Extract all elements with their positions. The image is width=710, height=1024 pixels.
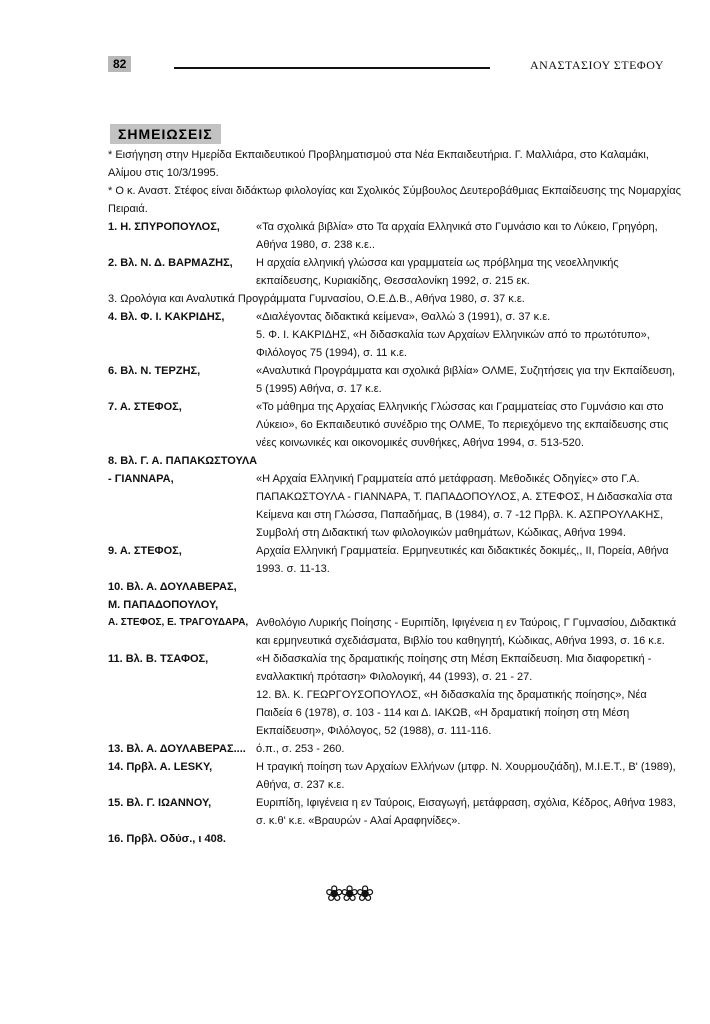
note-author: 15. Βλ. Γ. ΙΩΑΝΝΟΥ, [108, 797, 212, 809]
note-text: Ανθολόγιο Λυρικής Ποίησης - Ευριπίδη, Ιφιγένεια η εν Ταύροις, Γ Γυμνασίου, Διδακτικά και ερμηνευτικά σχεδιάσματα, Βιβλίο του καθηγητή, Κώδικας, Αθήνα 1993, σ. 16 κ.ε. [256, 617, 677, 647]
notes-list [108, 218, 684, 848]
note-text: «Διαλέγοντας διδακτικά κείμενα», Θαλλώ 3 (1991), σ. 37 κ.ε. [256, 311, 551, 323]
note-text: Η τραγική ποίηση των Αρχαίων Ελλήνων (μτφρ. Ν. Χουρμουζιάδη), Μ.Ι.Ε.Τ., Β' (1989), Αθήνα, σ. 237 κ.ε. [256, 761, 676, 791]
note-item [108, 290, 684, 308]
note-author: 1. Η. ΣΠΥΡΟΠΟΥΛΟΣ, [108, 221, 220, 233]
note-item [108, 578, 684, 596]
note-item [108, 452, 684, 470]
note-item [108, 542, 684, 578]
note-author: 14. Πρβλ. Α. LESKY, [108, 761, 213, 773]
note-author: 8. Βλ. Γ. Α. ΠΑΠΑΚΩΣΤΟΥΛΑ [108, 455, 258, 467]
note-item [108, 794, 684, 830]
note-item [108, 614, 684, 650]
note-text: «Το μάθημα της Αρχαίας Ελληνικής Γλώσσας και Γραμματείας στο Γυμνάσιο και στο Λύκειο», 6ο Εκπαιδευτικό συνέδριο της ΟΛΜΕ, Το περιεχόμενο της εκπαίδευσης στις νέες κοινωνικές και οικονομικές συνθήκες, Αθήνα 1994, σ. 513-520. [256, 401, 669, 449]
note-item [108, 254, 684, 290]
intro-note-1: * Εισήγηση στην Ημερίδα Εκπαιδευτικού Προβληματισμού στα Νέα Εκπαιδευτήρια. Γ. Μαλλιάρα, στο Καλαμάκι, Αλίμου στις 10/3/1995. [108, 149, 649, 179]
note-author: 9. Α. ΣΤΕΦΟΣ, [108, 545, 182, 557]
note-author: 4. Βλ. Φ. Ι. ΚΑΚΡΙΔΗΣ, [108, 311, 225, 323]
note-author: 7. Α. ΣΤΕΦΟΣ, [108, 401, 182, 413]
note-author: - ΓΙΑΝΝΑΡΑ, [108, 473, 174, 485]
note-item [108, 686, 684, 740]
note-text: Αρχαία Ελληνική Γραμματεία. Ερμηνευτικές και διδακτικές δοκιμές,, ΙΙ, Πορεία, Αθήνα 1993. σ. 11-13. [256, 545, 669, 575]
note-text: 3. Ωρολόγια και Αναλυτικά Προγράμματα Γυμνασίου, Ο.Ε.Δ.Β., Αθήνα 1980, σ. 37 κ.ε. [108, 293, 525, 305]
note-author: Μ. ΠΑΠΑΔΟΠΟΥΛΟΥ, [108, 599, 219, 611]
note-item [108, 218, 684, 254]
note-item [108, 326, 684, 362]
note-item [108, 650, 684, 686]
header-rule [174, 67, 490, 69]
note-item [108, 470, 684, 542]
note-item [108, 596, 684, 614]
page-number: 82 [108, 56, 131, 72]
note-item [108, 758, 684, 794]
note-text: «Η Αρχαία Ελληνική Γραμματεία από μετάφραση. Μεθοδικές Οδηγίες» στο Γ.Α. ΠΑΠΑΚΩΣΤΟΥΛΑ - ΓΙΑΝΝΑΡΑ, Τ. ΠΑΠΑΔΟΠΟΥΛΟΣ, Α. ΣΤΕΦΟΣ, Η Διδασκαλία στα Κείμενα και στη Γλώσσα, Παπαδήμας, Β (1984), σ. 7 -12 Πρβλ. Κ. ΑΣΠΡΟΥΛΑΚΗΣ, Συμβολή στη Διδακτική των φιλολογικών μαθημάτων, Κώδικας, Αθήνα 1994. [256, 473, 673, 539]
note-item [108, 740, 684, 758]
note-item [108, 830, 684, 848]
note-text: «Αναλυτικά Προγράμματα και σχολικά βιβλία» ΟΛΜΕ, Συζητήσεις για την Εκπαίδευση, 5 (1995) Αθήνα, σ. 17 κ.ε. [256, 365, 676, 395]
note-author: 10. Βλ. Α. ΔΟΥΛΑΒΕΡΑΣ, [108, 581, 237, 593]
note-text: ό.π., σ. 253 - 260. [256, 743, 345, 755]
note-author: 6. Βλ. Ν. ΤΕΡΖΗΣ, [108, 365, 201, 377]
note-author: 11. Βλ. Β. ΤΣΑΦΟΣ, [108, 653, 209, 665]
note-author: 16. Πρβλ. Οδύσ., ι 408. [108, 833, 226, 845]
note-author: Α. ΣΤΕΦΟΣ, Ε. ΤΡΑΓΟΥΔΑΡΑ, [108, 617, 249, 628]
note-item [108, 308, 684, 326]
note-text: 5. Φ. Ι. ΚΑΚΡΙΔΗΣ, «Η διδασκαλία των Αρχαίων Ελληνικών από το πρωτότυπο», Φιλόλογος 75 (1994), σ. 11 κ.ε. [256, 329, 650, 359]
note-text: Η αρχαία ελληνική γλώσσα και γραμματεία ως πρόβλημα της νεοελληνικής εκπαίδευσης, Κυριακίδης, Θεσσαλονίκη 1992, σ. 215 εκ. [256, 257, 619, 287]
note-text: «Τα σχολικά βιβλία» στο Τα αρχαία Ελληνικά στο Γυμνάσιο και το Λύκειο, Γρηγόρη, Αθήνα 1980, σ. 238 κ.ε.. [256, 221, 658, 251]
note-text: Ευριπίδη, Ιφιγένεια η εν Ταύροις, Εισαγωγή, μετάφραση, σχόλια, Κέδρος, Αθήνα 1983, σ. κ.θ' κ.ε. «Βραυρών - Αλαί Αραφηνίδες». [256, 797, 676, 827]
note-item [108, 398, 684, 452]
running-head: ΑΝΑΣΤΑΣΙΟΥ ΣΤΕΦΟΥ [530, 58, 664, 72]
note-text: «Η διδασκαλία της δραματικής ποίησης στη Μέση Εκπαίδευση. Μια διαφορετική - εναλλακτική πρόταση» Φιλολογική, 44 (1993), σ. 21 - 27. [256, 653, 652, 683]
intro-note-2: * Ο κ. Αναστ. Στέφος είναι διδάκτωρ φιλολογίας και Σχολικός Σύμβουλος Δευτεροβάθμιας Εκπαίδευσης της Νομαρχίας Πειραιά. [108, 185, 681, 215]
note-text: 12. Βλ. Κ. ΓΕΩΡΓΟΥΣΟΠΟΥΛΟΣ, «Η διδασκαλία της δραματικής ποίησης», Νέα Παιδεία 6 (1978), σ. 103 - 114 και Δ. ΙΑΚΩΒ, «Η δραματική ποίηση στη Μέση Εκπαίδευση», Φιλόλογος, 52 (1988), σ. 111-116. [256, 689, 647, 737]
note-item [108, 362, 684, 398]
ornament-icon: ❀❀❀ [325, 882, 372, 907]
note-author: 13. Βλ. Α. ΔΟΥΛΑΒΕΡΑΣ.... [108, 743, 246, 755]
section-title: ΣΗΜΕΙΩΣΕΙΣ [110, 124, 221, 144]
note-author: 2. Βλ. Ν. Δ. ΒΑΡΜΑΖΗΣ, [108, 257, 233, 269]
